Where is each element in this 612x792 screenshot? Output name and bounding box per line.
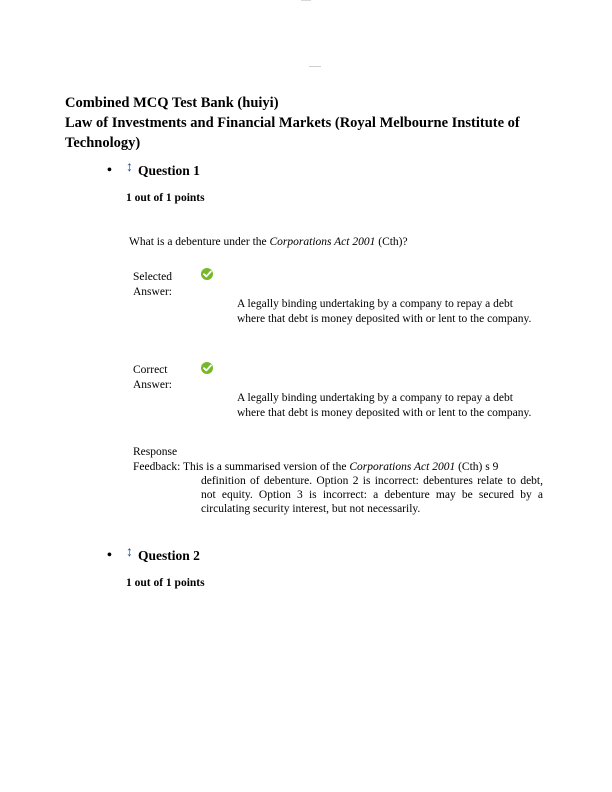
title-line-2: Law of Investments and Financial Markets (Royal Melbourne Institute of Technology) <box>65 115 520 151</box>
page-header-mark <box>301 0 311 1</box>
prompt-act-name: Corporations Act 2001 <box>269 236 376 248</box>
response-feedback <box>133 460 543 516</box>
sort-arrows-icon[interactable]: ↕ <box>126 160 133 175</box>
question-1-prompt <box>129 235 549 250</box>
question-2-title: Question 2 <box>138 548 200 563</box>
feedback-act-name: Corporations Act 2001 <box>349 461 456 473</box>
document-title <box>65 93 565 153</box>
response-label: Response <box>133 446 178 458</box>
selected-label-line-2: Answer: <box>133 285 172 298</box>
feedback-body: definition of debenture. Option 2 is incorrect: debentures relate to debt, not equity. Option 3 is incorrect: a debenture may be secured by a circulating security interest, but not necessarily. <box>201 475 543 515</box>
feedback-label: Feedback: <box>133 461 181 473</box>
correct-answer-text: A legally binding undertaking by a company to repay a debt where that debt is money deposited with or lent to the company. <box>237 392 532 419</box>
selected-label-line-1: Selected <box>133 271 172 283</box>
question-2-points: 1 out of 1 points <box>126 577 205 589</box>
title-line-1: Combined MCQ Test Bank (huiyi) <box>65 95 279 111</box>
correct-label-line-2: Answer: <box>133 378 172 391</box>
correct-answer-label <box>133 363 172 392</box>
selected-answer-text: A legally binding undertaking by a company to repay a debt where that debt is money deposited with or lent to the company. <box>237 298 532 325</box>
correct-label-line-1: Correct <box>133 364 168 376</box>
bullet: • <box>107 163 112 178</box>
feedback-first-line <box>133 460 543 474</box>
bullet: • <box>107 548 112 563</box>
question-1-title: Question 1 <box>138 163 200 178</box>
checkmark-icon <box>201 268 213 280</box>
question-1-points: 1 out of 1 points <box>126 192 205 204</box>
checkmark-icon <box>201 362 213 374</box>
page-divider-mark <box>309 66 321 67</box>
prompt-text-end: (Cth)? <box>375 236 408 248</box>
sort-arrows-icon[interactable]: ↕ <box>126 545 133 560</box>
prompt-text: What is a debenture under the <box>129 236 270 248</box>
feedback-text: This is a summarised version of the <box>182 461 350 473</box>
feedback-text-end: (Cth) s 9 <box>455 461 499 473</box>
selected-answer-label <box>133 270 172 299</box>
